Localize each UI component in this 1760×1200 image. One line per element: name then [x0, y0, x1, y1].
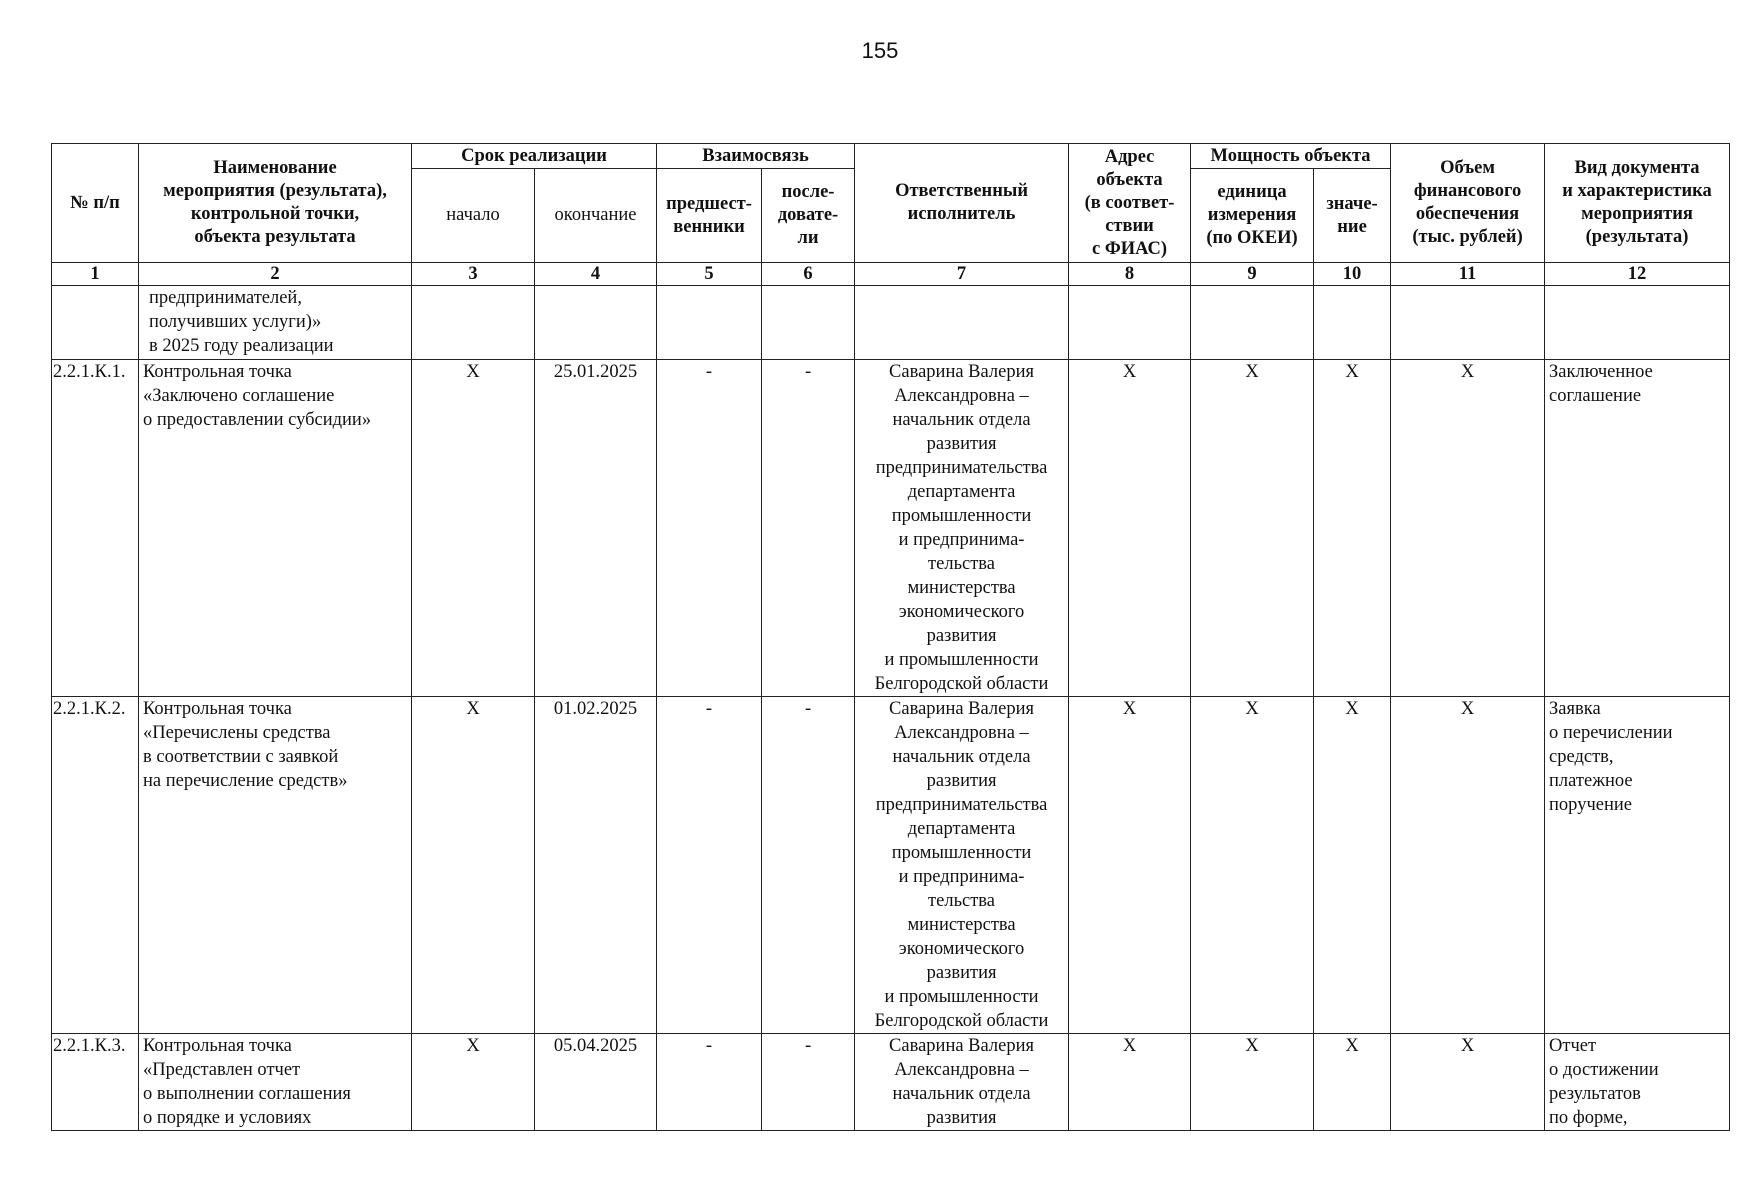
cap-value: X: [1314, 360, 1391, 697]
col-num: 5: [657, 263, 762, 286]
column-numbers-row: [52, 263, 1730, 286]
rel-prev: -: [657, 360, 762, 697]
header-num: № п/п: [52, 144, 139, 263]
col-num: 12: [1545, 263, 1730, 286]
doc-type: Заявка о перечислении средств, платежное поручение: [1545, 697, 1730, 1034]
rel-next: -: [762, 1034, 855, 1131]
col-num: 10: [1314, 263, 1391, 286]
table-row: [52, 1034, 1730, 1131]
term-start: X: [412, 697, 535, 1034]
row-number: 2.2.1.К.1.: [52, 360, 139, 697]
funding: X: [1391, 697, 1545, 1034]
address: X: [1069, 697, 1191, 1034]
header-term: Срок реализации: [412, 144, 657, 169]
doc-type: Заключенное соглашение: [1545, 360, 1730, 697]
col-num: 3: [412, 263, 535, 286]
term-start: X: [412, 1034, 535, 1131]
header-term-end: окончание: [535, 169, 657, 263]
header-cap-value: значе- ние: [1314, 169, 1391, 263]
col-num: 1: [52, 263, 139, 286]
header-rel-prev: предшест- венники: [657, 169, 762, 263]
col-num: 7: [855, 263, 1069, 286]
col-num: 6: [762, 263, 855, 286]
rel-prev: -: [657, 1034, 762, 1131]
rel-prev: -: [657, 697, 762, 1034]
term-end: 01.02.2025: [535, 697, 657, 1034]
header-rel-next: после- довате- ли: [762, 169, 855, 263]
table-row-continuation: [52, 286, 1730, 360]
header-term-start: начало: [412, 169, 535, 263]
cap-unit: X: [1191, 1034, 1314, 1131]
row-number: 2.2.1.К.2.: [52, 697, 139, 1034]
responsible: Саварина Валерия Александровна – начальник отдела развития предпринимательства департамента промышленности и предпринима- тельства министерства экономического развития и промышленности Белгородской области: [855, 697, 1069, 1034]
cap-value: X: [1314, 1034, 1391, 1131]
col-num: 8: [1069, 263, 1191, 286]
col-num: 9: [1191, 263, 1314, 286]
header-address: Адрес объекта (в соответ- ствии с ФИАС): [1069, 144, 1191, 263]
header-responsible: Ответственный исполнитель: [855, 144, 1069, 263]
col-num: 4: [535, 263, 657, 286]
table-row: [52, 360, 1730, 697]
header-relation: Взаимосвязь: [657, 144, 855, 169]
page-number: 155: [861, 38, 899, 63]
cap-unit: X: [1191, 360, 1314, 697]
rel-next: -: [762, 697, 855, 1034]
events-table: [51, 143, 1730, 1131]
event-name: предпринимателей, получивших услуги)» в 2025 году реализации: [139, 286, 412, 360]
row-number: 2.2.1.К.3.: [52, 1034, 139, 1131]
term-end: 25.01.2025: [535, 360, 657, 697]
event-name: Контрольная точка «Заключено соглашение о предоставлении субсидии»: [139, 360, 412, 697]
term-start: X: [412, 360, 535, 697]
responsible: Саварина Валерия Александровна – начальник отдела развития предпринимательства департамента промышленности и предпринима- тельства министерства экономического развития и промышленности Белгородской области: [855, 360, 1069, 697]
header-doc-type: Вид документа и характеристика мероприятия (результата): [1545, 144, 1730, 263]
funding: X: [1391, 360, 1545, 697]
cap-unit: X: [1191, 697, 1314, 1034]
rel-next: -: [762, 360, 855, 697]
col-num: 11: [1391, 263, 1545, 286]
event-name: Контрольная точка «Перечислены средства в соответствии с заявкой на перечисление средств»: [139, 697, 412, 1034]
funding: X: [1391, 1034, 1545, 1131]
address: X: [1069, 1034, 1191, 1131]
address: X: [1069, 360, 1191, 697]
doc-type: Отчет о достижении результатов по форме,: [1545, 1034, 1730, 1131]
header-funding: Объем финансового обеспечения (тыс. рублей): [1391, 144, 1545, 263]
responsible: Саварина Валерия Александровна – начальник отдела развития: [855, 1034, 1069, 1131]
table-row: [52, 697, 1730, 1034]
header-cap-unit: единица измерения (по ОКЕИ): [1191, 169, 1314, 263]
col-num: 2: [139, 263, 412, 286]
header-name: Наименование мероприятия (результата), контрольной точки, объекта результата: [139, 144, 412, 263]
event-name: Контрольная точка «Представлен отчет о выполнении соглашения о порядке и условиях: [139, 1034, 412, 1131]
term-end: 05.04.2025: [535, 1034, 657, 1131]
cap-value: X: [1314, 697, 1391, 1034]
header-capacity: Мощность объекта: [1191, 144, 1391, 169]
